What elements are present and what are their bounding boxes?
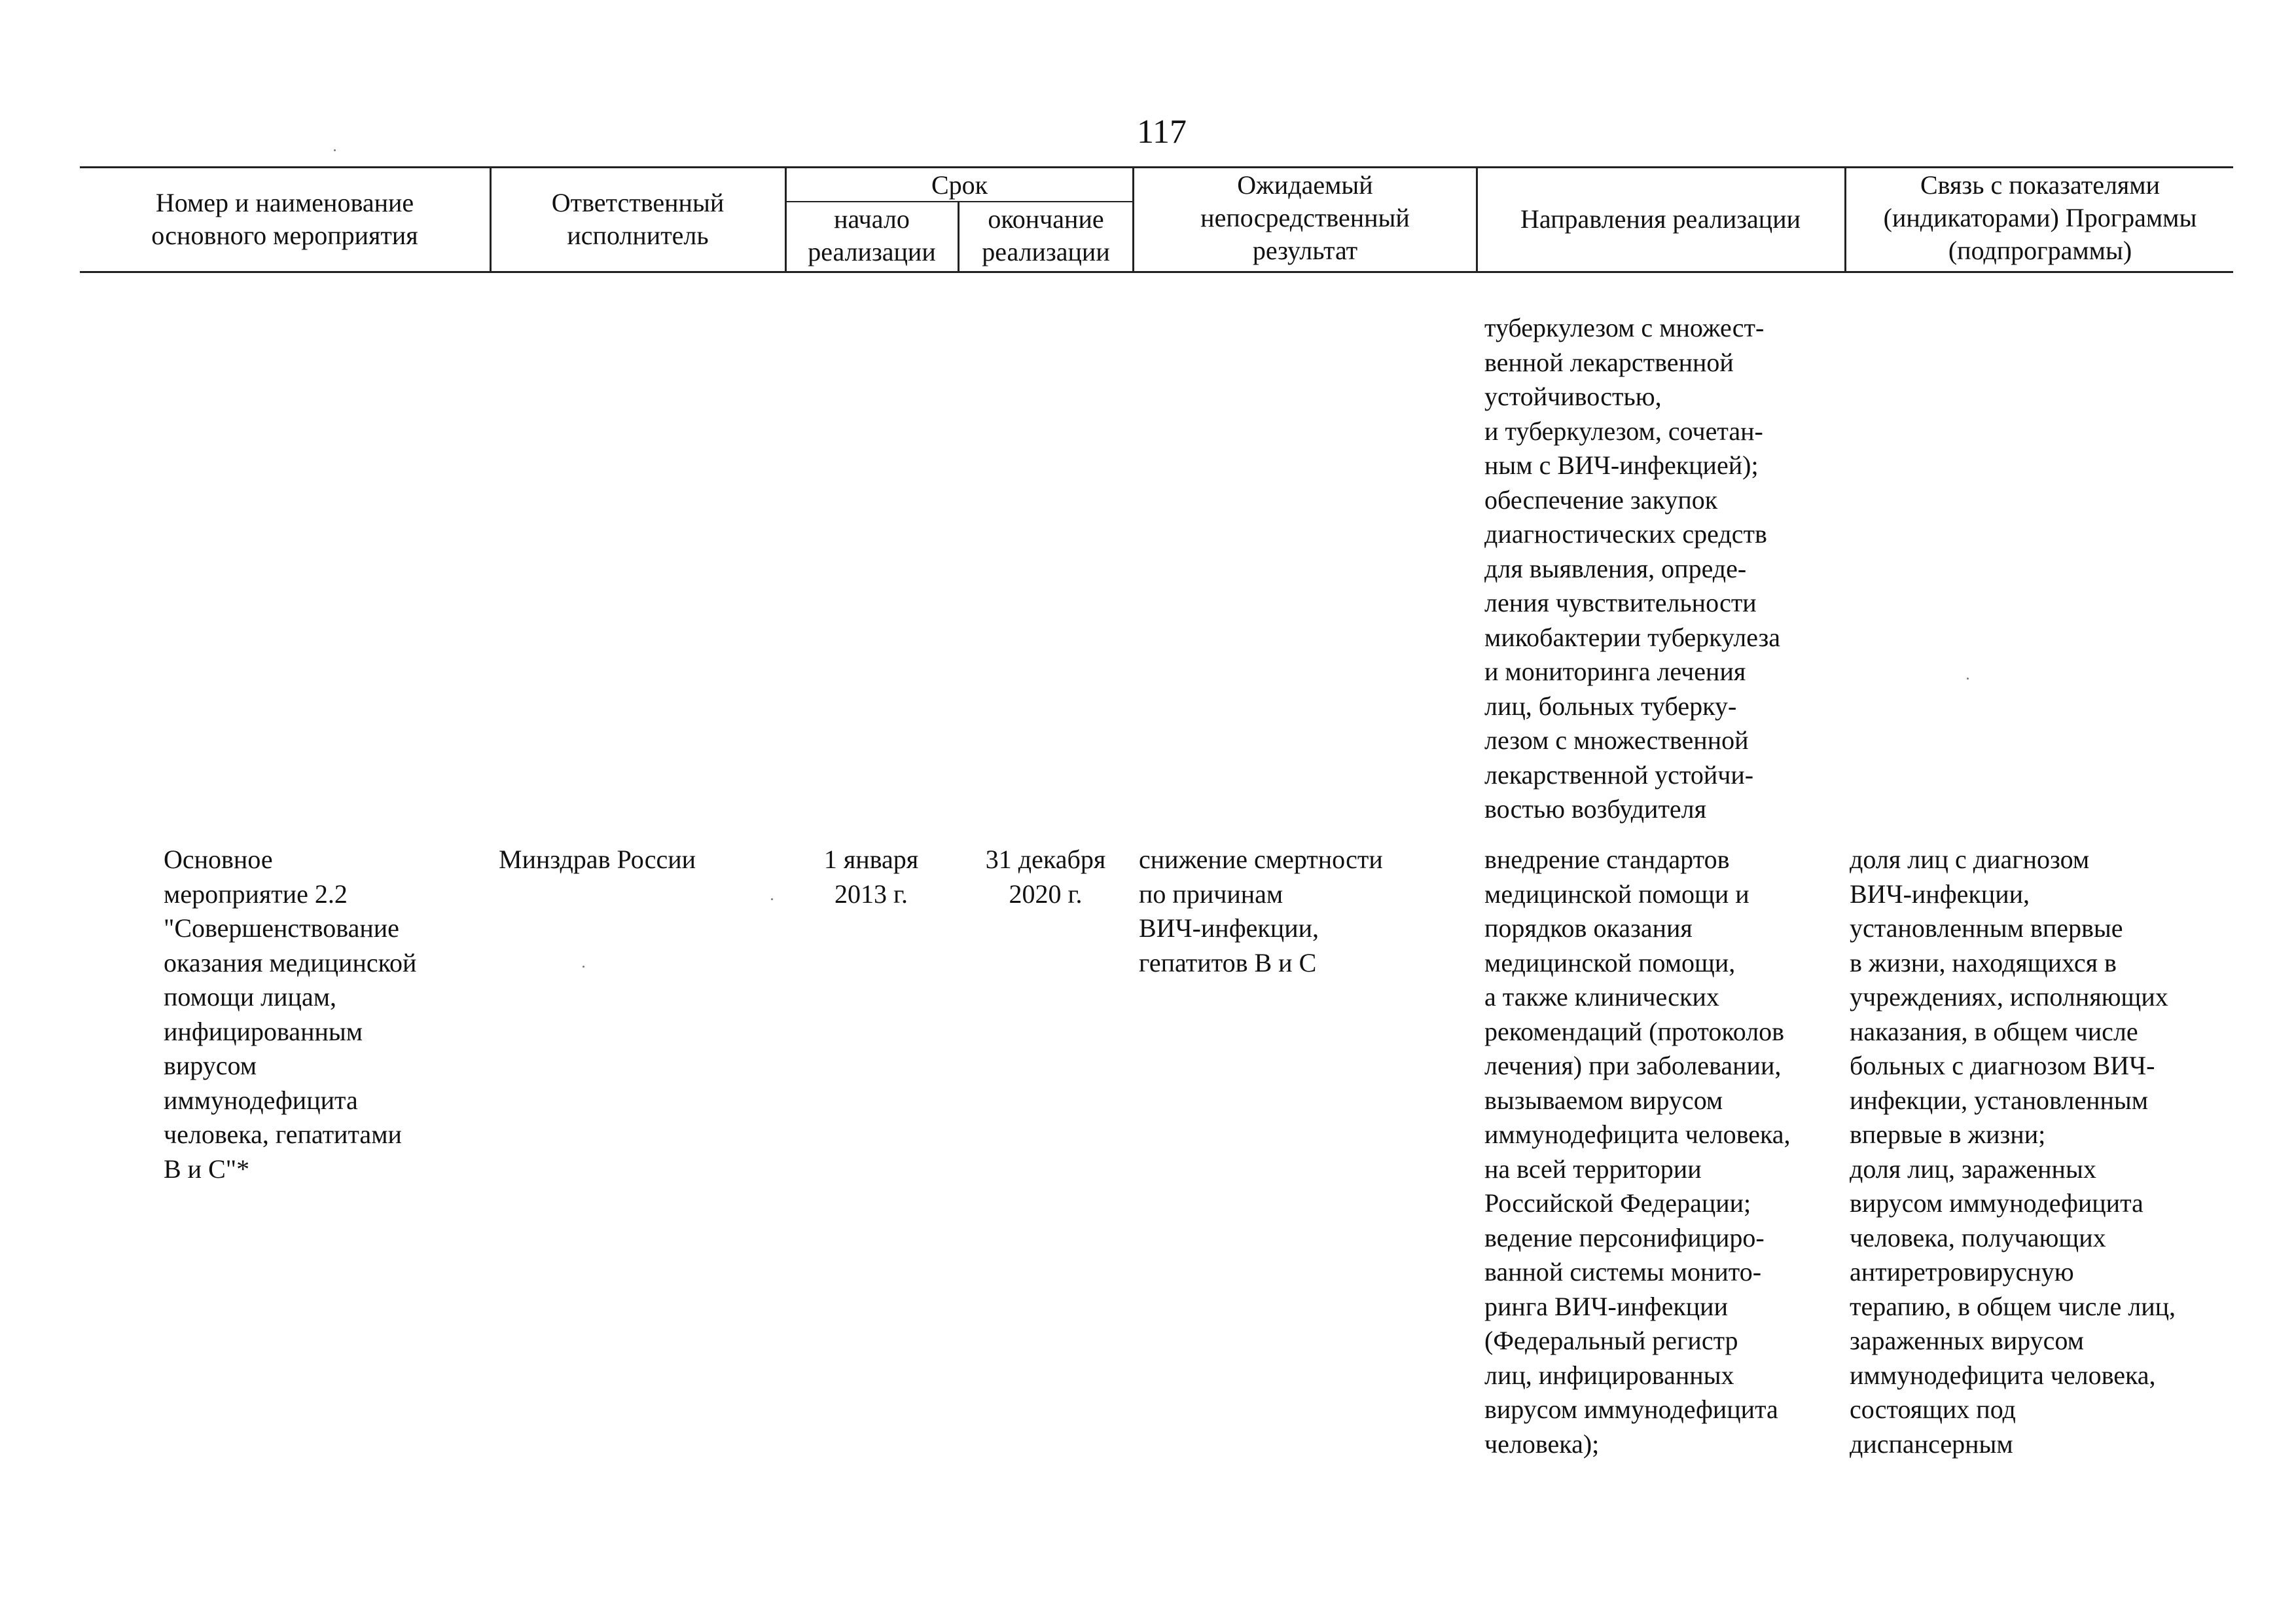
header-term: Срок <box>931 170 988 200</box>
continuation-directions: туберкулезом с множест- венной лекарственной устойчивостью, и туберкулезом, сочетан- ным с ВИЧ-инфекцией); обеспечение закупок диагностических средств для выявления, опреде- ления чувствительности микобактерии туберкулеза и мониторинга лечения лиц, больных туберку- лезом с множественной лекарственной устойчи- востью возбудителя <box>1484 313 1781 824</box>
row-link: доля лиц с диагнозом ВИЧ-инфекции, установленным впервые в жизни, находящихся в учреждениях, исполняющих наказания, в общем числе больных с диагнозом ВИЧ- инфекции, установленным впервые в жизни; доля лиц, зараженных вирусом иммунодефицита человека, получающих антиретровирусную терапию, в общем числе лиц, зараженных вирусом иммунодефицита человека, состоящих под диспансерным <box>1850 845 2176 1459</box>
page-number: 117 <box>1136 113 1187 151</box>
scan-speck <box>334 149 336 151</box>
header-result: Ожидаемый непосредственный результат <box>1200 170 1410 265</box>
header-bottom-rule <box>80 271 2233 273</box>
row-result: снижение смертности по причинам ВИЧ-инфекции, гепатитов В и С <box>1139 845 1383 977</box>
scan-speck <box>1967 678 1969 680</box>
header-executor: Ответственный исполнитель <box>551 188 725 250</box>
header-separator-1 <box>490 167 492 272</box>
row-end: 31 декабря 2020 г. <box>985 845 1106 909</box>
scan-speck <box>771 898 773 900</box>
row-start: 1 января 2013 г. <box>823 845 919 909</box>
header-top-rule <box>80 166 2233 168</box>
header-directions: Направления реализации <box>1520 204 1801 234</box>
scan-speck <box>583 966 584 968</box>
header-end: окончание реализации <box>982 204 1110 266</box>
row-directions: внедрение стандартов медицинской помощи и порядков оказания медицинской помощи, а также клинических рекомендаций (протоколов лечения) при заболевании, вызываемом вирусом иммунодефицита человека, на всей территории Российской Федерации; ведение персонифициро- ванной системы монито- ринга ВИЧ-инфекции (Федеральный регистр лиц, инфицированных вирусом иммунодефицита человека); <box>1484 845 1791 1459</box>
row-executor: Минздрав России <box>499 845 696 874</box>
header-link: Связь с показателями (индикаторами) Программы (подпрограммы) <box>1883 170 2197 265</box>
header-name: Номер и наименование основного мероприятия <box>151 188 418 250</box>
header-separator-4 <box>1132 167 1134 272</box>
row-name: Основное мероприятие 2.2 "Совершенствование оказания медицинской помощи лицам, инфицированным вирусом иммунодефицита человека, гепатитами В и С"* <box>164 845 417 1184</box>
header-start: начало реализации <box>808 204 936 266</box>
header-separator-3 <box>958 202 960 272</box>
